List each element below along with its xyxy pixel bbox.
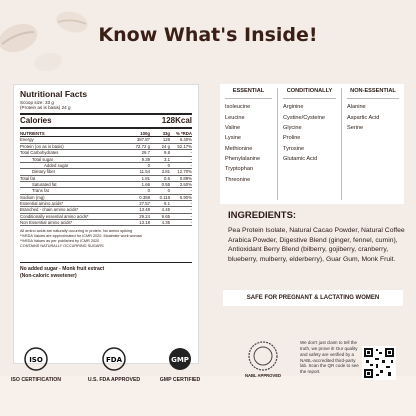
iso-mark: ISO: [29, 356, 43, 364]
nutrition-cell-name: Added sugar: [44, 162, 69, 168]
nutrition-cell-c: -: [190, 156, 192, 162]
header-100g: 100g: [140, 131, 150, 137]
nutrition-cell-c: -: [190, 162, 192, 168]
fda-badge: [84, 346, 144, 383]
calories-value: 128Kcal: [161, 116, 192, 126]
nutrition-cell-b: 0: [167, 188, 170, 194]
nutrition-cell-name: Total Carbohydrates: [20, 150, 59, 156]
amino-acid-item: Tryptophan: [225, 166, 254, 173]
fda-mark: FDA: [105, 356, 123, 364]
nutrition-cell-b: 0: [167, 162, 170, 168]
sweetener-line: (Non-caloric sweetener): [20, 272, 77, 279]
calories-label: Calories: [20, 116, 52, 126]
nutrition-cell-name: Conditionally essential amino acids*: [20, 213, 89, 219]
gmp-mark: GMP: [171, 356, 189, 364]
nutrition-cell-c: 6.40%: [179, 137, 192, 143]
amino-acid-item: Methionine: [225, 145, 253, 152]
amino-acid-item: Threonine: [225, 176, 251, 183]
iso-label: ISO CERTIFICATION: [10, 377, 62, 383]
nutrition-cell-name: Non Essential amino acids*: [20, 220, 73, 226]
nutrition-cell-a: 29.24: [139, 213, 150, 219]
nutrition-cell-b: 24 g: [161, 143, 170, 149]
amino-acid-item: Proline: [283, 135, 301, 142]
nutrition-cell-b: 9.65: [161, 213, 170, 219]
amino-acid-item: Aspartic Acid: [347, 114, 380, 121]
nutrition-cell-b: 128: [162, 137, 170, 143]
nutrition-cell-c: 0.89%: [179, 175, 192, 181]
conditional-header: CONDITIONALLY: [283, 88, 336, 99]
nonessential-header: NON-ESSENTIAL: [347, 88, 399, 99]
nutrition-cell-a: 387.87: [136, 137, 150, 143]
nutrition-cell-a: 27.57: [139, 201, 150, 207]
qr-code[interactable]: [362, 346, 396, 380]
nutrition-cell-c: 2.50%: [179, 181, 192, 187]
amino-acid-item: Leucine: [225, 114, 245, 121]
nonessential-column: [342, 88, 404, 200]
nutrition-facts-panel: [13, 84, 199, 364]
nabl-label: NABL APPROVED: [244, 373, 282, 378]
nutrition-cell-name: Protein (on as is basis): [20, 143, 64, 149]
calories-row: [20, 113, 192, 129]
gmp-label: GMP CERTIFIED: [159, 377, 201, 383]
ingredients-heading: INGREDIENTS:: [228, 210, 297, 221]
nutrition-cell-name: Total fat: [20, 175, 36, 181]
nutrition-cell-name: Energy: [20, 137, 34, 143]
header-rda: % *RDA: [176, 131, 192, 137]
nutrition-cell-a: 72.72 g: [135, 143, 150, 149]
nutrition-cell-b: 3.1: [164, 156, 170, 162]
page-title: Know What's Inside!: [98, 24, 318, 46]
ingredients-text: Pea Protein Isolate, Natural Cacao Powder, Natural Coffee Arabica Powder, Digestive Blend (ginger, fennel, cumin), Antioxidant Berry Blend (bilberry, gojiberry, cranberry, blueberry, mulberry, elderberry), Guar Gum, Monk Fruit.: [228, 227, 405, 263]
nutrition-cell-c: 5.90%: [179, 194, 192, 200]
safety-badge: SAFE FOR PREGNANT & LACTATING WOMEN: [223, 290, 403, 306]
header-nutrients: NUTRIENTS: [20, 131, 45, 137]
fda-label: U.S. FDA APPROVED: [87, 377, 141, 383]
nutrition-cell-c: -: [190, 150, 192, 156]
nutrition-cell-b: 4.35: [161, 220, 170, 226]
nutrition-cell-a: 0.358: [139, 194, 150, 200]
nutrition-cell-b: 9.1: [164, 201, 170, 207]
nutrition-cell-a: 1.81: [141, 175, 150, 181]
nutrition-cell-a: 13.18: [139, 220, 150, 226]
note-1: All amino acids are naturally occurring in protein. No amino spiking: [20, 229, 133, 234]
serving-size: Scoop size: 33 g: [20, 99, 54, 105]
nutrition-cell-a: 13.48: [139, 207, 150, 213]
amino-acid-item: Isoleucine: [225, 104, 251, 111]
amino-acid-item: Glutamic Acid: [283, 156, 318, 163]
nutrition-cell-c: -: [190, 220, 192, 226]
nutrition-cell-b: 0.118: [159, 194, 170, 200]
amino-acid-item: Lysine: [225, 135, 241, 142]
amino-acid-item: Arginine: [283, 104, 304, 111]
amino-acid-item: Valine: [225, 124, 241, 131]
nutrition-cell-name: Dietary fiber: [32, 169, 56, 175]
nutrition-rows: [20, 137, 192, 226]
iso-badge: [6, 346, 66, 383]
amino-acid-item: Cystine/Cysteine: [283, 114, 325, 121]
nutrition-cell-c: -: [190, 201, 192, 207]
note-2: *%RDA Values are approximated for ICMR 2020. Moderate work woman: [20, 234, 142, 239]
amino-acid-item: Phenylalanine: [225, 156, 261, 163]
note-3: *%RDA Values as per published by ICMR 2020: [20, 238, 100, 243]
header-33g: 33g: [162, 131, 170, 137]
nutrition-cell-name: Saturated fat: [32, 181, 57, 187]
nutrition-cell-b: 0.6: [164, 175, 170, 181]
nutrition-cell-name: Total sugar: [32, 156, 54, 162]
sugar-line: No added sugar - Monk fruit extract: [20, 266, 105, 273]
nutrition-cell-b: 4.45: [161, 207, 170, 213]
nabl-seal-icon: [247, 340, 279, 372]
nutrition-cell-b: 9.8: [164, 150, 170, 156]
note-4: CONTAINS NATURALLY OCCURRING SUGARS: [20, 243, 104, 248]
protein-basis: (Protein as is basis) 24 g: [20, 105, 71, 111]
amino-acid-item: Serine: [347, 124, 364, 131]
nutrition-cell-a: 1.66: [141, 181, 150, 187]
amino-acid-item: Glycine: [283, 124, 302, 131]
amino-acid-item: Tyrosine: [283, 145, 305, 152]
amino-acid-item: Alanine: [347, 104, 366, 111]
nutrition-cell-b: 0.55: [161, 181, 170, 187]
nabl-description: We don't just claim to tell the truth, we prove it! Our quality and safety are verified by a NABL-accredited third-party lab. Scan the QR code to see the report.: [300, 340, 359, 375]
nutrition-cell-c: 52.17%: [177, 143, 192, 149]
essential-column: [220, 88, 278, 200]
iso-icon: [23, 346, 49, 372]
nutrition-cell-a: 29.7: [141, 150, 150, 156]
nutrition-cell-a: 11.54: [139, 169, 150, 175]
nutrition-title: Nutritional Facts: [20, 89, 88, 99]
nutrition-cell-c: -: [190, 188, 192, 194]
nutrition-cell-c: -: [190, 207, 192, 213]
gmp-icon: [167, 346, 193, 372]
nabl-badge: [244, 340, 282, 378]
nutrition-cell-name: Sodium (mg): [20, 194, 45, 200]
fda-icon: [101, 346, 127, 372]
gmp-badge: [150, 346, 210, 383]
nutrition-cell-name: Trans fat: [32, 188, 49, 194]
nutrition-cell-name: Branched - chain amino acids*: [20, 207, 79, 213]
amino-acid-table: [220, 84, 404, 204]
nutrition-cell-a: 9.39: [141, 156, 150, 162]
conditional-column: [278, 88, 342, 200]
sugar-statement: [20, 262, 192, 279]
essential-header: ESSENTIAL: [225, 88, 272, 99]
nutrition-row: [20, 220, 192, 226]
nutrition-cell-c: 12.70%: [177, 169, 192, 175]
nutrition-cell-b: 3.81: [161, 169, 170, 175]
nutrition-cell-c: -: [190, 213, 192, 219]
nutrition-cell-name: Essential amino acids*: [20, 201, 64, 207]
nutrition-cell-a: 0: [147, 188, 150, 194]
nutrition-cell-a: 0: [147, 162, 150, 168]
nutrition-notes: [20, 229, 192, 248]
